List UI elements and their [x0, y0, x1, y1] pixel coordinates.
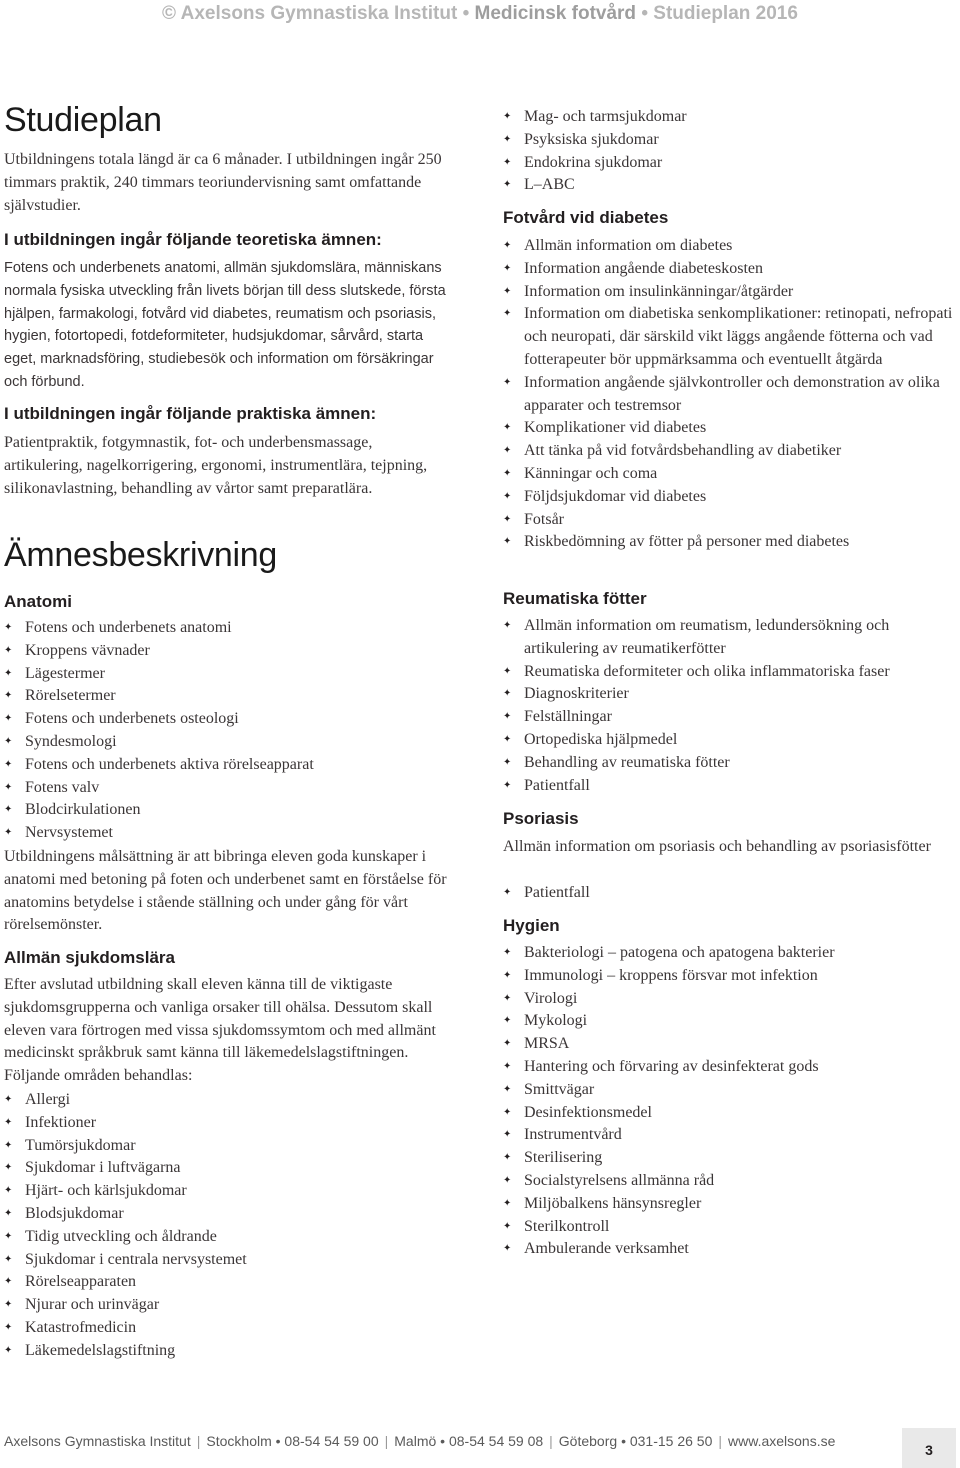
amnesbeskrivning-title: Ämnesbeskrivning	[4, 536, 277, 574]
bullet-icon: ✦	[503, 1060, 512, 1072]
top-list	[503, 106, 687, 197]
list-item-text: Desinfektionsmedel	[524, 1103, 652, 1121]
list-item	[503, 988, 835, 1011]
footer-separator: |	[718, 1433, 723, 1449]
bullet-icon: ✦	[503, 422, 512, 434]
list-item-text: Ortopediska hjälpmedel	[524, 730, 678, 748]
list-item	[503, 1056, 835, 1079]
list-item	[4, 1157, 247, 1180]
list-item	[503, 486, 953, 509]
list-item-text: Tumörsjukdomar	[25, 1136, 136, 1154]
list-item-text: Mag- och tarmsjukdomar	[524, 108, 687, 125]
bullet-icon: ✦	[503, 285, 512, 297]
bullet-icon: ✦	[503, 490, 512, 502]
list-item-text: Diagnoskriterier	[524, 685, 629, 703]
bullet-icon: ✦	[503, 887, 512, 898]
reuma-list	[503, 615, 953, 797]
anatomi-heading: Anatomi	[4, 592, 72, 611]
bullet-icon: ✦	[4, 1207, 13, 1219]
theory-heading: I utbildningen ingår följande teoretiska ämnen:	[4, 230, 382, 249]
list-item	[4, 822, 314, 845]
list-item-text: Infektioner	[25, 1113, 97, 1131]
list-item-text: Allergi	[25, 1091, 71, 1108]
list-item	[4, 640, 314, 663]
anatomi-list	[4, 617, 314, 845]
studieplan-title: Studieplan	[4, 101, 162, 139]
allman-text: Efter avslutad utbildning skall eleven känna till de viktigaste sjukdomsgrupperna och vanliga orsaker till ohälsa. Dessutom skall eleven vara förtrogen med vissa sjukdomssymtom och med allmänt medicinskt språkbruk samt känna till läkemedelslagstiftningen. Följande områden behandlas:	[4, 976, 436, 1085]
list-item	[503, 174, 687, 197]
bullet-icon: ✦	[503, 992, 512, 1004]
copyright-symbol: ©	[162, 3, 177, 24]
list-item	[503, 775, 953, 798]
list-item	[503, 417, 953, 440]
list-item-text: Sjukdomar i centrala nervsystemet	[25, 1250, 247, 1268]
page-footer	[0, 1423, 960, 1468]
list-item-text: Följdsjukdomar vid diabetes	[524, 487, 707, 505]
list-item	[503, 1170, 835, 1193]
bullet-icon: ✦	[4, 1253, 13, 1265]
list-item	[4, 1180, 247, 1203]
bullet-icon: ✦	[503, 536, 512, 548]
list-item-text: Rörelsetermer	[25, 687, 116, 705]
practical-text: Patientpraktik, fotgymnastik, fot- och underbensmassage, artikulering, nagelkorrigering, ergonomi, instrumentlära, tejpning, silikonavlastning, behandling av vårtor samt preparatlära.	[4, 434, 428, 497]
list-item-text: Nervsystemet	[25, 824, 113, 842]
bullet-icon: ✦	[503, 513, 512, 525]
list-item-text: Endokrina sjukdomar	[524, 153, 663, 171]
list-item-text: Sterilkontroll	[524, 1217, 610, 1235]
list-item	[503, 683, 953, 706]
allman-heading: Allmän sjukdomslära	[4, 948, 176, 967]
bullet-icon: ✦	[503, 376, 512, 388]
list-item-text: Information angående självkontroller och demonstration av olika apparater och testremsor	[524, 373, 940, 414]
list-item-text: Mykologi	[524, 1012, 588, 1030]
footer-phone: • 08-54 54 59 00	[275, 1433, 379, 1449]
list-item	[503, 1238, 835, 1261]
list-item-text: Information om insulinkänningar/åtgärder	[524, 282, 794, 300]
bullet-icon: ✦	[4, 1094, 13, 1105]
list-item	[4, 1294, 247, 1317]
allman-list	[4, 1089, 247, 1363]
list-item	[503, 729, 953, 752]
bullet-icon: ✦	[4, 1139, 13, 1151]
list-item	[503, 615, 953, 661]
hygien-heading: Hygien	[503, 916, 560, 935]
list-item-text: Behandling av reumatiska fötter	[524, 753, 730, 771]
list-item-text: Reumatiska deformiteter och olika inflammatoriska faser	[524, 662, 890, 680]
list-item-text: Instrumentvård	[524, 1126, 622, 1144]
bullet-icon: ✦	[503, 733, 512, 745]
psoriasis-heading: Psoriasis	[503, 809, 579, 828]
list-item-text: Information om diabetiska senkomplikationer: retinopati, nefropati och neuropati, där särskild vikt läggs angående fötterna och vad fotterapeuter bör uppmärksamma och eventuellt åtgärda	[524, 305, 953, 368]
bullet-icon: ✦	[4, 1321, 13, 1333]
bullet-icon: ✦	[503, 1083, 512, 1095]
bullet-icon: ✦	[4, 1299, 13, 1311]
list-item	[4, 1226, 247, 1249]
list-item-text: Socialstyrelsens allmänna råd	[524, 1171, 715, 1189]
list-item	[503, 1147, 835, 1170]
bullet-icon: ✦	[4, 804, 13, 816]
list-item	[503, 509, 953, 532]
bullet-icon: ✦	[503, 133, 512, 145]
list-item	[503, 1079, 835, 1102]
footer-city: Malmö	[394, 1433, 437, 1449]
list-item-text: Bakteriologi – patogena och apatogena bakterier	[524, 944, 835, 961]
footer-phone: • 08-54 54 59 08	[440, 1433, 544, 1449]
bullet-icon: ✦	[503, 665, 512, 677]
bullet-icon: ✦	[503, 308, 512, 320]
list-item	[503, 152, 687, 175]
bullet-icon: ✦	[4, 622, 13, 633]
footer-separator: |	[549, 1433, 553, 1449]
list-item-text: Blodcirkulationen	[25, 801, 141, 819]
list-item	[503, 1102, 835, 1125]
bullet-icon: ✦	[503, 711, 512, 723]
bullet-icon: ✦	[503, 240, 512, 251]
list-item-text: Känningar och coma	[524, 464, 658, 482]
bullet-icon: ✦	[503, 969, 512, 981]
header-subject: Medicinsk fotvård	[474, 3, 637, 24]
bullet-icon: ✦	[4, 1162, 13, 1174]
list-item-text: Lägestermer	[25, 664, 105, 682]
list-item-text: L–ABC	[524, 176, 575, 194]
footer-separator: |	[384, 1433, 389, 1449]
list-item	[503, 129, 687, 152]
list-item	[4, 617, 314, 640]
bullet-icon: ✦	[503, 1015, 512, 1027]
bullet-icon: ✦	[4, 1276, 13, 1288]
bullet-icon: ✦	[503, 1197, 512, 1209]
list-item-text: Tidig utveckling och åldrande	[25, 1227, 217, 1245]
list-item-text: Sjukdomar i luftvägarna	[25, 1159, 181, 1177]
intro-text: Utbildningens totala längd är ca 6 månader. I utbildningen ingår 250 timmars praktik, 240 timmars teoriundervisning samt omfattande självstudier.	[4, 151, 442, 214]
list-item-text: Läkemedelslagstiftning	[25, 1341, 176, 1359]
list-item-text: Hjärt- och kärlsjukdomar	[25, 1182, 187, 1200]
list-item	[4, 708, 314, 731]
list-item	[503, 1216, 835, 1239]
list-item	[503, 1010, 835, 1033]
list-item	[503, 440, 953, 463]
psoriasis-text: Allmän information om psoriasis och behandling av psoriasisfötter	[503, 838, 931, 855]
bullet-icon: ✦	[4, 667, 13, 679]
list-item-text: Komplikationer vid diabetes	[524, 419, 707, 437]
page-number-box	[902, 1428, 956, 1468]
bullet-icon: ✦	[503, 1152, 512, 1164]
footer-contact	[4, 1433, 835, 1449]
list-item-text: Riskbedömning av fötter på personer med diabetes	[524, 533, 850, 551]
bullet-icon: ✦	[503, 688, 512, 700]
bullet-icon: ✦	[503, 756, 512, 768]
bullet-icon: ✦	[503, 620, 512, 631]
bullet-icon: ✦	[503, 1174, 512, 1186]
list-item	[4, 1203, 247, 1226]
list-item	[503, 965, 835, 988]
list-item-text: MRSA	[524, 1035, 570, 1053]
list-item	[503, 882, 590, 905]
bullet-icon: ✦	[4, 644, 13, 656]
bullet-icon: ✦	[4, 1344, 13, 1356]
list-item-text: Sterilisering	[524, 1149, 603, 1167]
list-item	[503, 531, 953, 554]
list-item-text: Rörelseapparaten	[25, 1273, 137, 1291]
header-dot: •	[641, 3, 648, 24]
list-item-text: Psyksiska sjukdomar	[524, 130, 659, 148]
list-item	[4, 1249, 247, 1272]
bullet-icon: ✦	[4, 1185, 13, 1197]
list-item-text: Fotens och underbenets aktiva rörelseapparat	[25, 755, 314, 773]
reuma-heading: Reumatiska fötter	[503, 589, 647, 608]
bullet-icon: ✦	[4, 758, 13, 770]
list-item-text: Allmän information om reumatism, ledundersökning och artikulering av reumatikerfötter	[524, 617, 890, 657]
bullet-icon: ✦	[503, 262, 512, 274]
footer-separator: |	[196, 1433, 201, 1449]
list-item	[503, 752, 953, 775]
header-doc: Studieplan 2016	[653, 3, 798, 24]
hygien-list	[503, 942, 835, 1261]
bullet-icon: ✦	[503, 1106, 512, 1118]
list-item	[4, 799, 314, 822]
list-item-text: Felställningar	[524, 708, 612, 726]
list-item-text: Blodsjukdomar	[25, 1204, 124, 1222]
list-item	[4, 1317, 247, 1340]
bullet-icon: ✦	[4, 781, 13, 793]
diabetes-list	[503, 235, 953, 554]
list-item-text: Patientfall	[524, 884, 590, 901]
bullet-icon: ✦	[503, 179, 512, 191]
bullet-icon: ✦	[503, 779, 512, 791]
header-org: Axelsons Gymnastiska Institut	[180, 3, 458, 24]
list-item	[503, 258, 953, 281]
list-item-text: Hantering och förvaring av desinfekterat gods	[524, 1057, 819, 1075]
list-item	[503, 942, 835, 965]
psoriasis-list	[503, 882, 590, 905]
list-item	[503, 1124, 835, 1147]
list-item-text: Njurar och urinvägar	[25, 1296, 160, 1314]
list-item-text: Kroppens vävnader	[25, 641, 150, 659]
list-item-text: Katastrofmedicin	[25, 1318, 137, 1336]
list-item-text: Miljöbalkens hänsynsregler	[524, 1194, 702, 1212]
list-item	[4, 1112, 247, 1135]
list-item	[4, 731, 314, 754]
list-item	[503, 1193, 835, 1216]
list-item-text: Fotens valv	[25, 778, 100, 796]
footer-city: Stockholm	[206, 1433, 272, 1449]
list-item-text: Syndesmologi	[25, 732, 117, 750]
list-item	[503, 303, 953, 371]
bullet-icon: ✦	[4, 827, 13, 839]
page-number: 3	[925, 1442, 933, 1458]
list-item	[4, 663, 314, 686]
list-item-text: Ambulerande verksamhet	[524, 1240, 689, 1258]
bullet-icon: ✦	[4, 713, 13, 725]
list-item-text: Fotens och underbenets anatomi	[25, 619, 232, 636]
bullet-icon: ✦	[503, 1220, 512, 1232]
bullet-icon: ✦	[503, 1038, 512, 1050]
list-item	[4, 1340, 247, 1363]
list-item	[4, 685, 314, 708]
bullet-icon: ✦	[503, 1243, 512, 1255]
list-item	[4, 777, 314, 800]
list-item	[4, 1089, 247, 1112]
list-item	[503, 463, 953, 486]
bullet-icon: ✦	[4, 1230, 13, 1242]
list-item	[503, 106, 687, 129]
list-item-text: Allmän information om diabetes	[524, 237, 733, 254]
list-item-text: Virologi	[524, 989, 578, 1007]
footer-city: Göteborg	[558, 1433, 618, 1449]
bullet-icon: ✦	[503, 947, 512, 958]
practical-heading: I utbildningen ingår följande praktiska ämnen:	[4, 404, 377, 423]
list-item-text: Information angående diabeteskosten	[524, 259, 764, 277]
list-item-text: Patientfall	[524, 776, 590, 794]
theory-text: Fotens och underbenets anatomi, allmän sjukdomslära, människans normala fysiska utveckling från livets början till dess slutskede, första hjälpen, farmakologi, fotvård vid diabetes, reumatism och psoriasis, hygien, fotortopedi, fotdeformiteter, hudsjukdomar, sårvård, starta eget, marknadsföring, studiebesök och information om försäkringar och förbund.	[4, 260, 446, 390]
footer-phone: • 031-15 26 50	[621, 1433, 713, 1449]
list-item	[4, 1135, 247, 1158]
footer-website-link[interactable]: www.axelsons.se	[728, 1433, 836, 1449]
diabetes-heading: Fotvård vid diabetes	[503, 208, 669, 227]
bullet-icon: ✦	[503, 1129, 512, 1141]
bullet-icon: ✦	[503, 111, 512, 122]
list-item-text: Att tänka på vid fotvårdsbehandling av diabetiker	[524, 442, 842, 460]
list-item	[503, 372, 953, 418]
anatomi-text: Utbildningens målsättning är att bibringa eleven goda kunskaper i anatomi med betoning på foten och underbenet samt en förståelse för anatomins betydelse i stående ställning och under gång för vårt rörelsemönster.	[4, 848, 447, 934]
list-item	[4, 1271, 247, 1294]
list-item-text: Immunologi – kroppens försvar mot infektion	[524, 966, 818, 984]
bullet-icon: ✦	[503, 467, 512, 479]
list-item	[503, 1033, 835, 1056]
list-item	[503, 706, 953, 729]
footer-org: Axelsons Gymnastiska Institut	[4, 1433, 191, 1449]
bullet-icon: ✦	[4, 1116, 13, 1128]
list-item	[503, 281, 953, 304]
bullet-icon: ✦	[4, 735, 13, 747]
header-dot: •	[462, 3, 470, 24]
list-item-text: Fotens och underbenets osteologi	[25, 710, 239, 728]
list-item-text: Smittvägar	[524, 1080, 595, 1098]
bullet-icon: ✦	[503, 445, 512, 457]
bullet-icon: ✦	[4, 690, 13, 702]
list-item	[503, 235, 953, 258]
list-item	[503, 661, 953, 684]
list-item	[4, 754, 314, 777]
page-header	[0, 0, 960, 26]
list-item-text: Fotsår	[524, 510, 564, 528]
bullet-icon: ✦	[503, 156, 512, 168]
